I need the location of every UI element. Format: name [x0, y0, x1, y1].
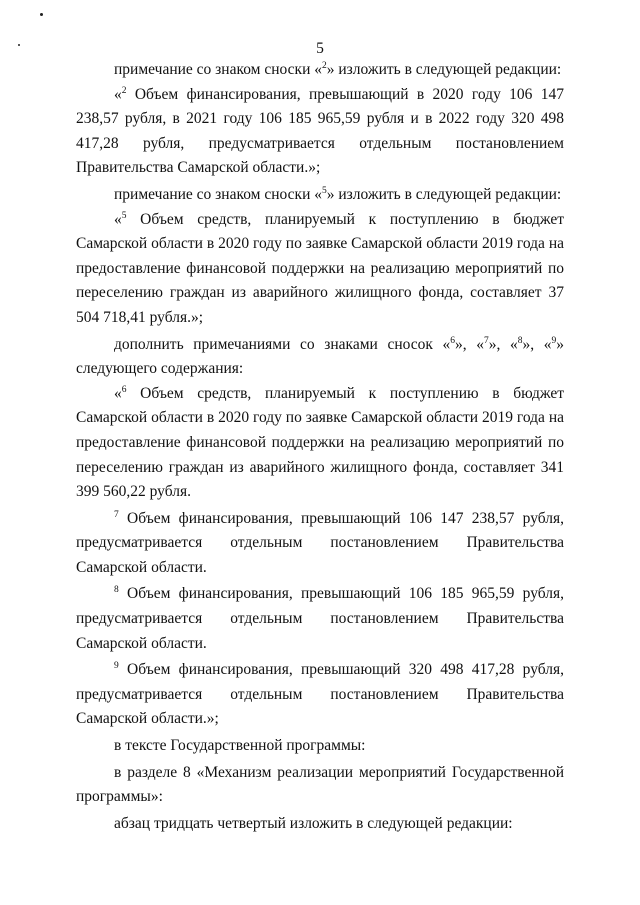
paragraph-note-2: «$^2$ Объем финансирования, превышающий в 2020 году 106 147 238,57 рубля, в 2021 году 106 185 965,59 рубля и в 2022 году 320 498 417,28 рубля, предусматривается отдельным постановлением Правительства Самарской области.»; [76, 85, 564, 177]
paragraph-section-8: в разделе 8 «Механизм реализации мероприятий Государственной программы»: [76, 763, 564, 806]
paragraph-note-7: $^7$ Объем финансирования, превышающий 106 147 238,57 рубля, предусматривается отдельным постановлением Правительства Самарской области. [76, 509, 564, 576]
paragraph-note-9: $^9$ Объем финансирования, превышающий 320 498 417,28 рубля, предусматривается отдельным постановлением Правительства Самарской области.»; [76, 661, 564, 728]
paragraph-program-text: в тексте Государственной программы: [114, 737, 366, 755]
paragraph-note-5-intro: примечание со знаком сноски «$^5$» изложить в следующей редакции: [114, 185, 562, 203]
paragraph-abzac-34: абзац тридцать четвертый изложить в следующей редакции: [114, 814, 513, 832]
document-body [76, 58, 564, 836]
paragraph-note-2-intro: примечание со знаком сноски «$^2$» изложить в следующей редакции: [114, 60, 562, 78]
paragraph-add-notes: дополнить примечаниями со знаками сносок «$^6$», «$^7$», «$^8$», «$^9$» следующего содержания: [76, 335, 565, 378]
paragraph-note-5: «$^5$ Объем средств, планируемый к поступлению в бюджет Самарской области в 2020 году по заявке Самарской области 2019 года на предоставление финансовой поддержки на реализацию мероприятий по переселению граждан из аварийного жилищного фонда, составляет 37 504 718,41 рубля.»; [76, 210, 564, 326]
scan-speck [40, 13, 43, 16]
paragraph-note-6: «$^6$ Объем средств, планируемый к поступлению в бюджет Самарской области в 2020 году по заявке Самарской области 2019 года на предоставление финансовой поддержки на реализацию мероприятий по переселению граждан из аварийного жилищного фонда, составляет 341 399 560,22 рубля. [76, 384, 564, 501]
page-number: 5 [316, 40, 324, 57]
paragraph-note-8: $^8$ Объем финансирования, превышающий 106 185 965,59 рубля, предусматривается отдельным постановлением Правительства Самарской области. [76, 585, 564, 652]
